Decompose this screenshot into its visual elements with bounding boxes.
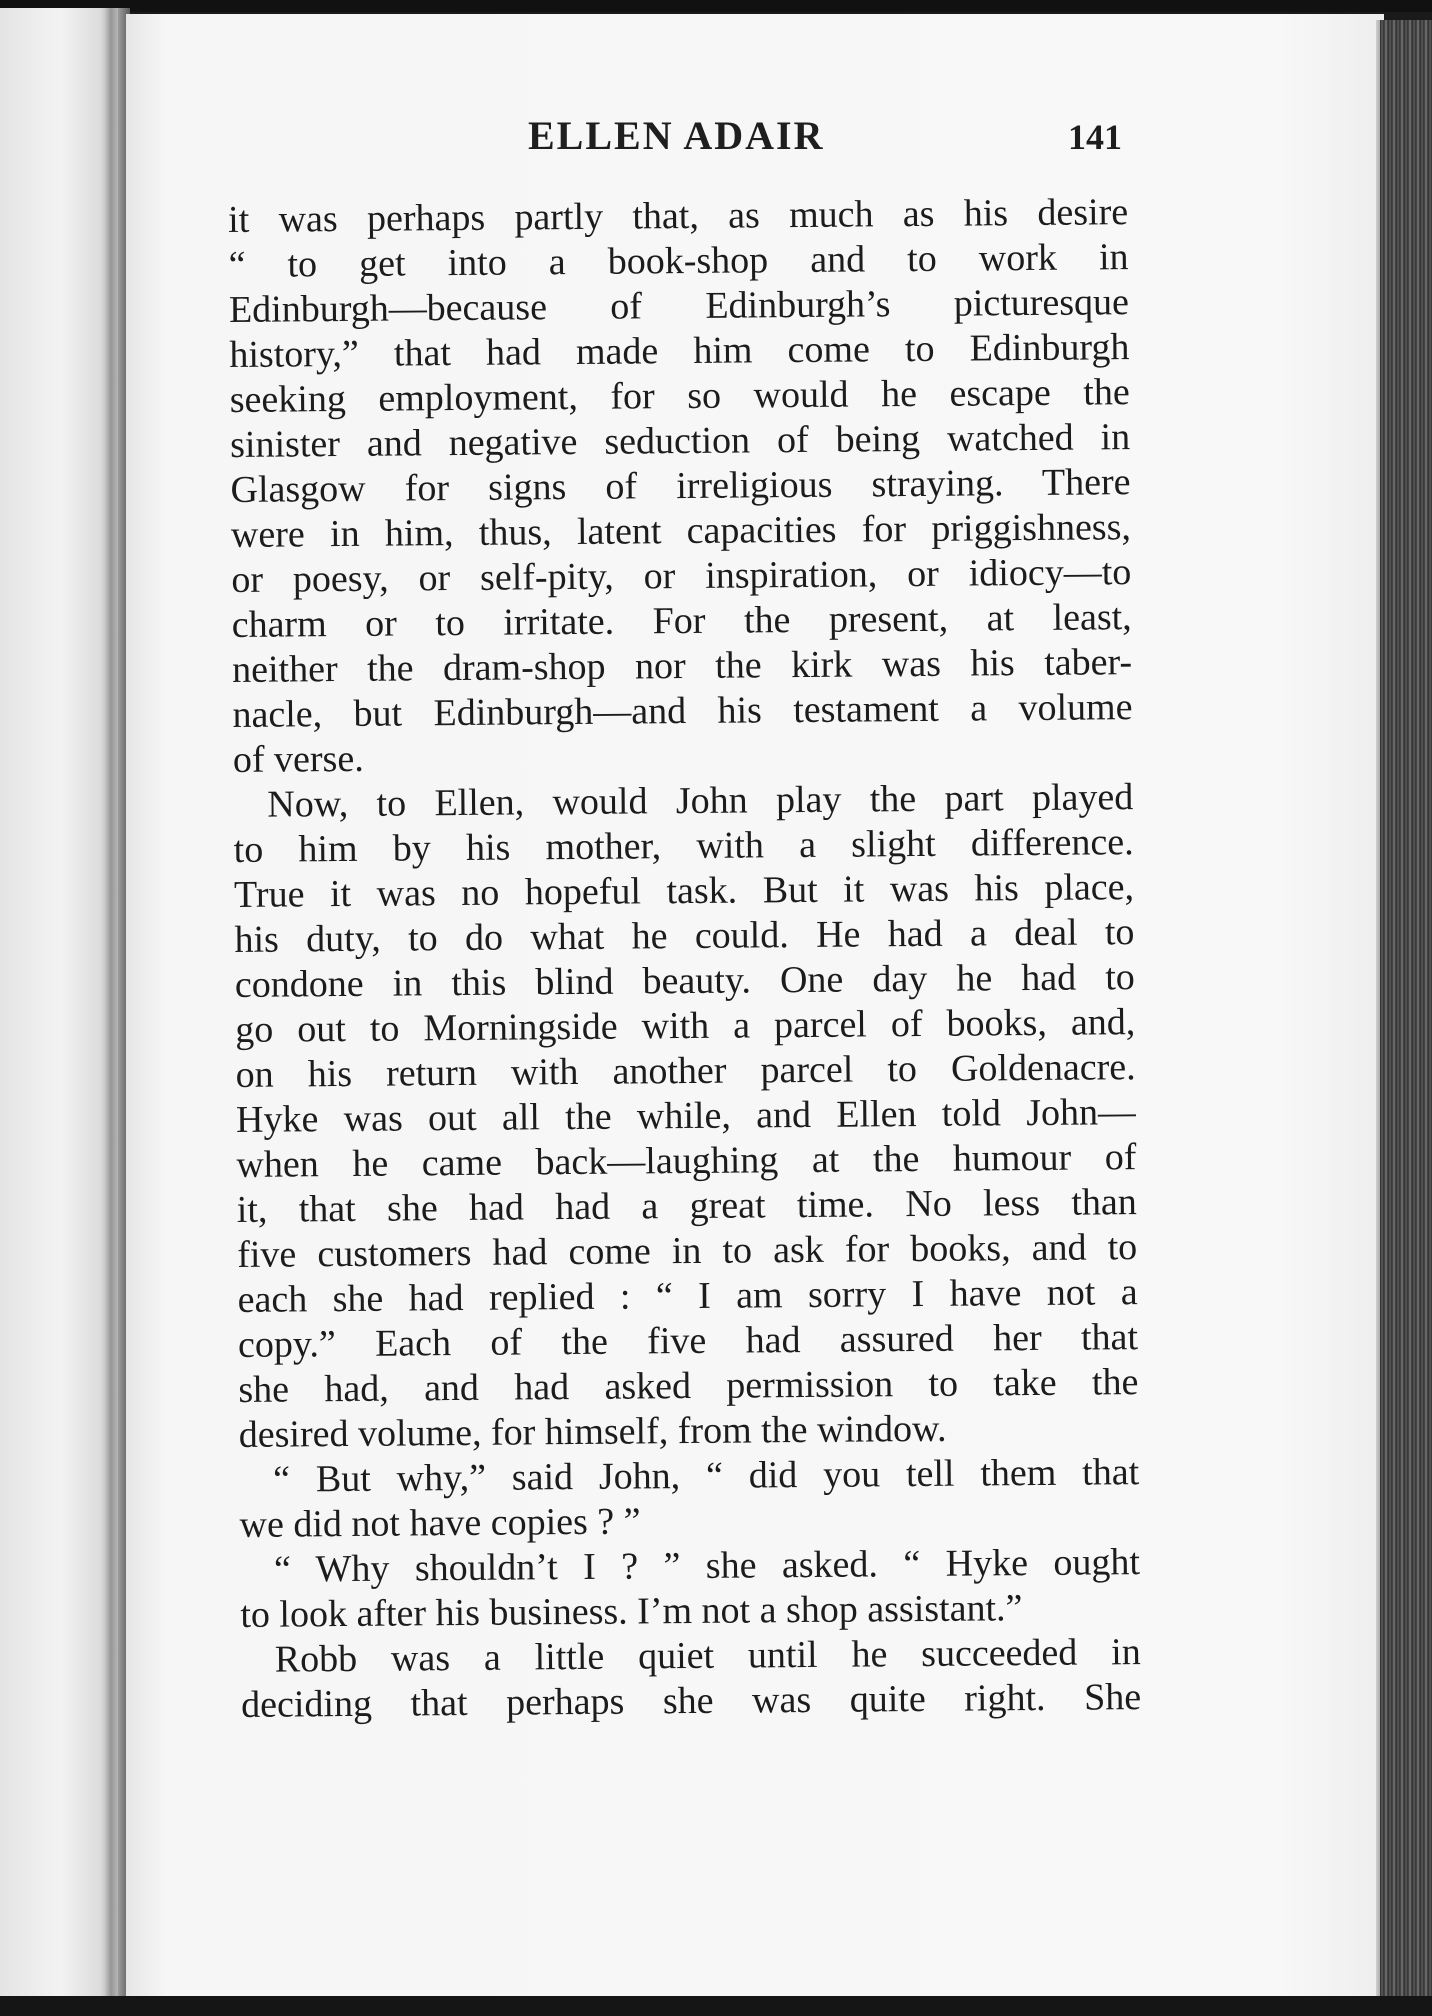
text-line: “ to get into a book-shop and to work in — [228, 236, 1129, 286]
text-line: desired volume, for himself, from the window. — [238, 1407, 947, 1456]
scan-bottom-border — [0, 1996, 1432, 2016]
text-line: sinister and negative seduction of being watched in — [229, 416, 1131, 466]
book-gutter — [104, 8, 118, 1998]
text-line: nacle, but Edinburgh—and his testament a volume — [232, 686, 1133, 736]
text-line: it was perhaps partly that, as much as his desire — [228, 191, 1129, 241]
text-line: to look after his business. I’m not a shop assistant.” — [240, 1587, 1023, 1636]
text-line: his duty, to do what he could. He had a deal to — [234, 911, 1135, 961]
text-line: five customers had come in to ask for books, and to — [237, 1226, 1138, 1276]
text-line: Now, to Ellen, would John play the part played — [267, 776, 1134, 826]
text-line: of verse. — [232, 737, 364, 781]
page-text — [228, 190, 1141, 1728]
page-number: 141 — [1068, 117, 1122, 157]
text-line: Glasgow for signs of irreligious straying. There — [230, 461, 1131, 511]
text-line: deciding that perhaps she was quite right. She — [240, 1676, 1142, 1726]
text-line: neither the dram-shop nor the kirk was his taber- — [231, 641, 1133, 691]
text-line: history,” that had made him come to Edinburgh — [229, 326, 1130, 376]
text-line: she had, and had asked permission to take the — [238, 1361, 1139, 1411]
text-line: to him by his mother, with a slight difference. — [233, 821, 1134, 871]
running-title: ELLEN ADAIR — [528, 113, 825, 158]
text-line: or poesy, or self-pity, or inspiration, or idiocy—to — [231, 551, 1132, 601]
text-line: condone in this blind beauty. One day he had to — [234, 956, 1136, 1006]
text-line: Hyke was out all the while, and Ellen told John— — [235, 1091, 1137, 1141]
text-line: when he came back—laughing at the humour of — [236, 1136, 1137, 1186]
text-line: it, that she had had a great time. No less than — [236, 1181, 1137, 1231]
running-header — [228, 112, 1128, 164]
text-line: seeking employment, for so would he escape the — [229, 371, 1130, 421]
text-line: copy.” Each of the five had assured her that — [237, 1316, 1139, 1366]
text-line: go out to Morningside with a parcel of books, and, — [235, 1001, 1136, 1051]
text-line: Robb was a little quiet until he succeeded in — [274, 1631, 1141, 1681]
text-line: Edinburgh—because of Edinburgh’s picturesque — [228, 281, 1130, 331]
text-line: were in him, thus, latent capacities for priggishness, — [230, 506, 1132, 556]
text-line: on his return with another parcel to Goldenacre. — [235, 1046, 1136, 1096]
text-line: “ But why,” said John, “ did you tell them that — [273, 1451, 1140, 1501]
text-line: True it was no hopeful task. But it was his place, — [233, 866, 1135, 916]
scan-top-border — [0, 0, 1432, 12]
text-line: we did not have copies ? ” — [239, 1500, 641, 1546]
page-block-edges — [1380, 20, 1432, 2000]
text-line: charm or to irritate. For the present, at least, — [231, 596, 1132, 646]
text-line: each she had replied : “ I am sorry I have not a — [237, 1271, 1138, 1321]
text-line: “ Why shouldn’t I ? ” she asked. “ Hyke ought — [273, 1541, 1141, 1591]
